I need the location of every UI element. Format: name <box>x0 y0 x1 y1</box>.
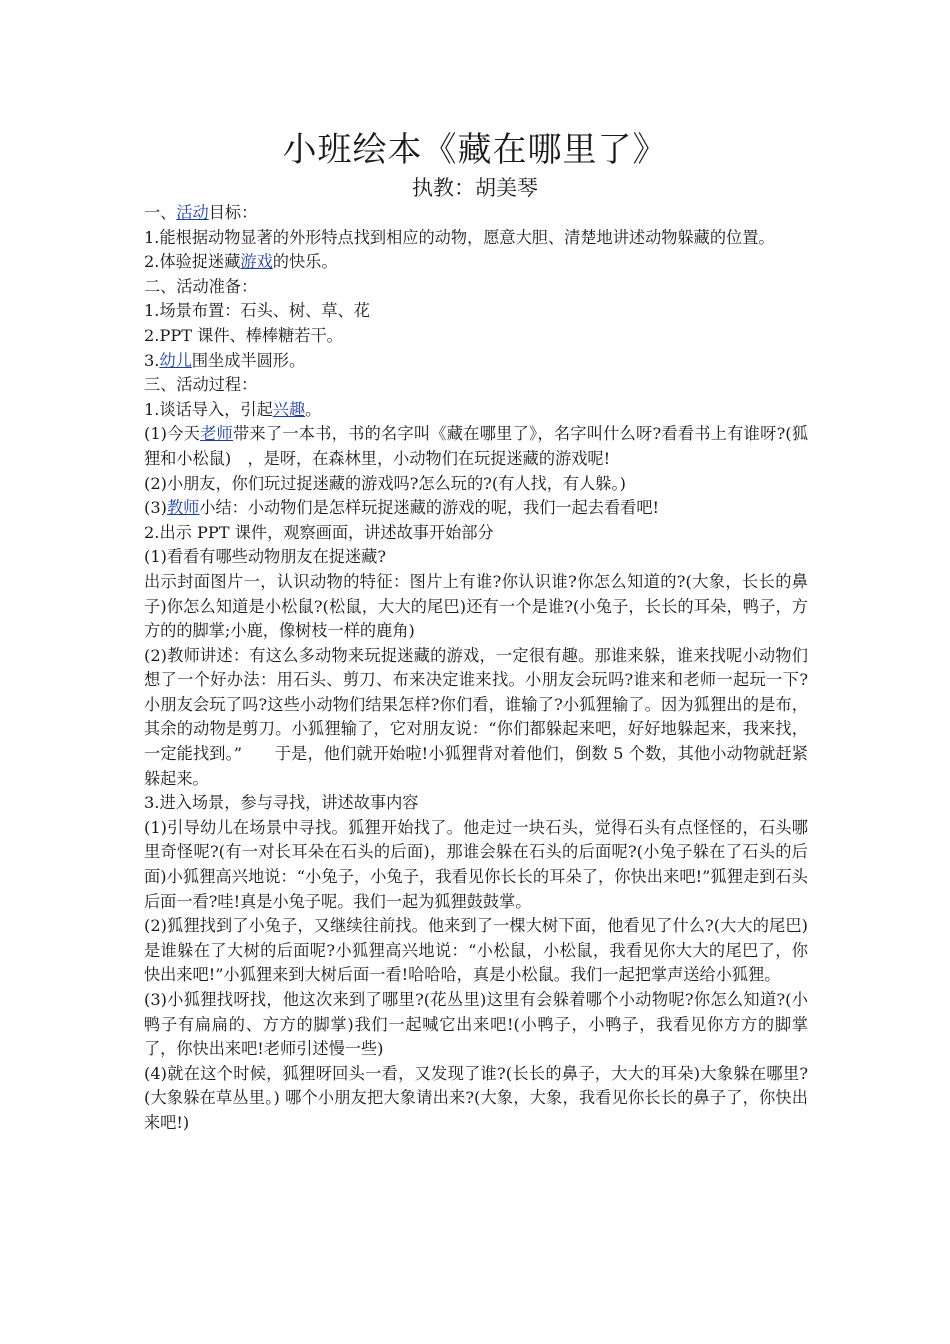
document-body <box>144 201 808 1136</box>
document-author: 执教：胡美琴 <box>412 176 538 200</box>
paragraph: 3.进入场景，参与寻找，讲述故事内容 <box>144 793 419 813</box>
paragraph: 1.场景布置：石头、树、草、花 <box>144 301 370 321</box>
paragraph: 1.能根据动物显著的外形特点找到相应的动物，愿意大胆、清楚地讲述动物躲藏的位置。 <box>144 227 775 247</box>
paragraph: 1.谈话导入，引起兴趣。 <box>144 399 322 419</box>
paragraph: 2.出示 PPT 课件，观察画面，讲述故事开始部分 <box>144 522 494 542</box>
paragraph: 3.幼儿围坐成半圆形。 <box>144 350 306 370</box>
document-title: 小班绘本《藏在哪里了》 <box>282 130 668 170</box>
paragraph: 2.PPT 课件、棒棒糖若干。 <box>144 325 343 345</box>
link-jiaoshi[interactable]: 教师 <box>166 498 200 518</box>
link-laoshi[interactable]: 老师 <box>200 424 233 444</box>
paragraph: (2)狐狸找到了小兔子，又继续往前找。他来到了一棵大树下面，他看见了什么?(大大的尾巴)是谁躲在了大树的后面呢?小狐狸高兴地说：“小松鼠，小松鼠，我看见你大大的尾巴了，你快出来吧!”小狐狸来到大树后面一看!哈哈哈，真是小松鼠。我们一起把掌声送给小狐狸。 <box>144 916 808 985</box>
paragraph: (2)小朋友，你们玩过捉迷藏的游戏吗?怎么玩的?(有人找，有人躲。) <box>144 473 626 493</box>
link-youxi[interactable]: 游戏 <box>240 252 273 272</box>
link-youer[interactable]: 幼儿 <box>159 350 192 370</box>
paragraph: 出示封面图片一，认识动物的特征：图片上有谁?你认识谁?你怎么知道的?(大象，长长的鼻子)你怎么知道是小松鼠?(松鼠，大大的尾巴)还有一个是谁?(小兔子，长长的耳朵，鸭子，方方的的脚掌;小鹿，像树枝一样的鹿角) <box>144 571 808 641</box>
link-huodong[interactable]: 活动 <box>176 203 209 222</box>
section-heading-process: 三、活动过程： <box>144 375 258 395</box>
paragraph: (1)看看有哪些动物朋友在捉迷藏? <box>144 547 387 567</box>
paragraph: (3)教师小结：小动物们是怎样玩捉迷藏的游戏的呢，我们一起去看看吧! <box>144 498 660 518</box>
paragraph: (1)引导幼儿在场景中寻找。狐狸开始找了。他走过一块石头，觉得石头有点怪怪的，石头哪里奇怪呢?(有一对长耳朵在石头的后面)，那谁会躲在石头的后面呢?(小兔子躲在了石头的后面)小狐狸高兴地说：“小兔子，小兔子，我看见你长长的耳朵了，你快出来吧!”狐狸走到石头后面一看?哇!真是小兔子呢。我们一起为狐狸鼓鼓掌。 <box>144 817 808 911</box>
section-heading-objectives: 一、活动目标： <box>144 203 258 222</box>
paragraph: 2.体验捉迷藏游戏的快乐。 <box>144 252 338 272</box>
paragraph: (3)小狐狸找呀找，他这次来到了哪里?(花丛里)这里有会躲着哪个小动物呢?你怎么知道?(小鸭子有扁扁的、方方的脚掌)我们一起喊它出来吧!(小鸭子，小鸭子，我看见你方方的脚掌了，你快出来吧!老师引述慢一些) <box>144 990 808 1059</box>
paragraph: (4)就在这个时候，狐狸呀回头一看，又发现了谁?(长长的鼻子，大大的耳朵)大象躲在哪里?(大象躲在草丛里。) 哪个小朋友把大象请出来?(大象，大象，我看见你长长的鼻子了，你快出来吧!) <box>144 1063 808 1132</box>
section-heading-preparation: 二、活动准备： <box>144 276 258 296</box>
paragraph: (1)今天老师带来了一本书，书的名字叫《藏在哪里了》，名字叫什么呀?看看书上有谁呀?(狐狸和小松鼠) ，是呀，在森林里，小动物们在玩捉迷藏的游戏呢! <box>144 424 809 468</box>
link-xingqu[interactable]: 兴趣 <box>272 399 306 419</box>
paragraph: (2)教师讲述：有这么多动物来玩捉迷藏的游戏，一定很有趣。那谁来躲，谁来找呢小动物们想了一个好办法：用石头、剪刀、布来决定谁来找。小朋友会玩吗?谁来和老师一起玩一下?小朋友会玩了吗?这些小动物们结果怎样?你们看，谁输了?小狐狸输了。因为狐狸出的是布，其余的动物是剪刀。小狐狸输了，它对朋友说：“你们都躲起来吧，好好地躲起来，我来找，一定能找到。” 于是，他们就开始啦!小狐狸背对着他们，倒数 5 个数，其他小动物就赶紧躲起来。 <box>144 645 808 788</box>
